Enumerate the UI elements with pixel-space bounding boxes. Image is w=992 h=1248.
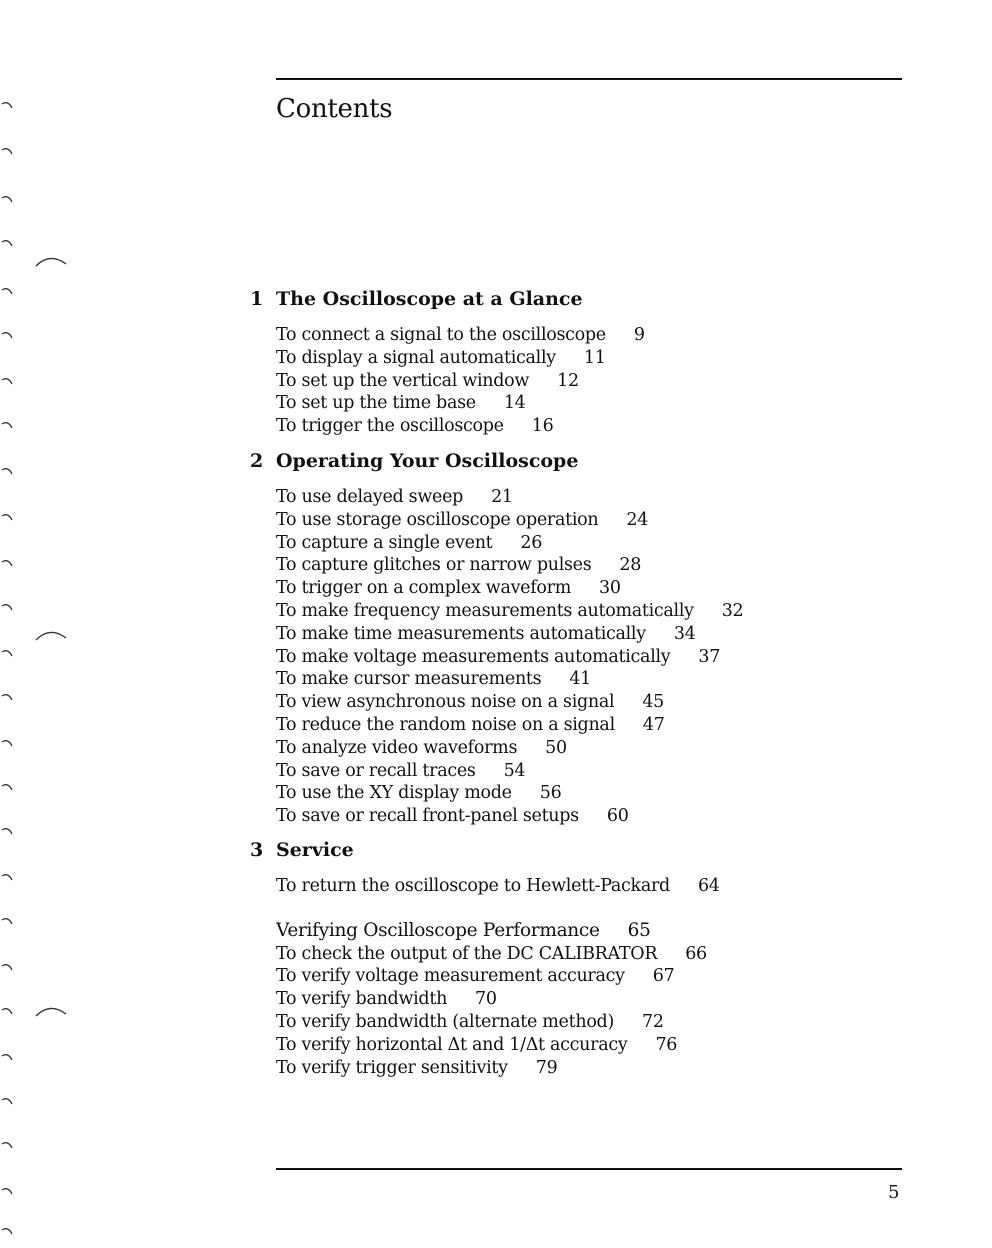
entry-page: 11 — [583, 347, 606, 368]
toc-entry[interactable] — [276, 600, 743, 623]
chapter-title: The Oscilloscope at a Glance — [276, 288, 583, 310]
entry-page: 66 — [685, 943, 707, 964]
entry-page: 64 — [697, 876, 720, 896]
toc-entry[interactable] — [276, 370, 645, 393]
entry-text: To use storage oscilloscope operation — [276, 509, 599, 530]
toc-entries — [276, 875, 720, 898]
entry-text: To capture a single event — [276, 532, 493, 553]
entry-text: To save or recall traces — [276, 760, 476, 781]
entry-page: 41 — [569, 669, 592, 690]
entry-page: 47 — [642, 714, 665, 735]
entry-text: To return the oscilloscope to Hewlett-Packard — [276, 876, 670, 896]
toc-entry[interactable] — [276, 988, 720, 1011]
entry-text: To set up the vertical window — [276, 370, 530, 391]
toc-entry[interactable] — [276, 532, 743, 555]
entry-page: 28 — [619, 555, 642, 576]
page-title: Contents — [276, 94, 393, 124]
entry-text: To set up the time base — [276, 393, 476, 414]
entry-page: 34 — [673, 623, 696, 644]
entry-text: To trigger on a complex waveform — [276, 578, 572, 599]
toc-entry[interactable] — [276, 760, 743, 783]
chapter-heading — [250, 450, 743, 476]
chapter-heading — [250, 288, 645, 314]
top-rule — [276, 78, 902, 80]
chapter-number: 1 — [250, 288, 264, 310]
toc-entry[interactable] — [276, 392, 645, 415]
page-number: 5 — [888, 1182, 900, 1203]
toc-entry[interactable] — [276, 875, 720, 898]
chapter-number: 3 — [250, 839, 264, 861]
entry-text: To make frequency measurements automatically — [276, 600, 694, 621]
entry-page: 70 — [475, 989, 497, 1010]
entry-page: 30 — [599, 578, 621, 599]
entry-page: 12 — [557, 370, 579, 391]
subsection-heading[interactable] — [276, 920, 720, 943]
entry-page: 79 — [535, 1057, 558, 1078]
entry-page: 16 — [531, 416, 554, 437]
toc-entry[interactable] — [276, 691, 743, 714]
entry-text: To make voltage measurements automatically — [276, 646, 671, 667]
entry-text: To make cursor measurements — [276, 669, 542, 690]
chapter-3 — [250, 839, 720, 1079]
entry-text: To verify horizontal Δt and 1/Δt accuracy — [276, 1034, 628, 1055]
chapter-title: Service — [276, 839, 354, 861]
entry-page: 54 — [503, 760, 526, 781]
toc-entry[interactable] — [276, 324, 645, 347]
toc-entry[interactable] — [276, 668, 743, 691]
toc-entry[interactable] — [276, 1057, 720, 1080]
bottom-rule — [276, 1168, 902, 1170]
toc-entry[interactable] — [276, 577, 743, 600]
entry-page: 32 — [721, 600, 744, 621]
toc-entry[interactable] — [276, 805, 743, 828]
entry-text: To make time measurements automatically — [276, 623, 646, 644]
entry-page: 50 — [545, 737, 567, 758]
toc-entry[interactable] — [276, 943, 720, 966]
entry-text: To connect a signal to the oscilloscope — [276, 325, 606, 345]
entry-text: To reduce the random noise on a signal — [276, 714, 615, 735]
subsection-title: Verifying Oscilloscope Performance — [276, 919, 600, 941]
toc-entry[interactable] — [276, 714, 743, 737]
entry-text: To use delayed sweep — [276, 487, 464, 507]
toc-entry[interactable] — [276, 415, 645, 438]
toc-entry[interactable] — [276, 1034, 720, 1057]
chapter-number: 2 — [250, 450, 264, 472]
entry-page: 26 — [520, 532, 543, 553]
toc-subsection — [276, 920, 720, 1080]
entry-text: To capture glitches or narrow pulses — [276, 555, 592, 576]
entry-page: 24 — [626, 509, 649, 530]
chapter-title: Operating Your Oscilloscope — [276, 450, 579, 472]
chapter-2 — [250, 450, 743, 828]
toc-entries — [276, 486, 743, 828]
toc-entry[interactable] — [276, 554, 743, 577]
chapter-heading — [250, 839, 720, 865]
entry-page: 67 — [652, 966, 675, 987]
entry-text: To use the XY display mode — [276, 783, 512, 804]
entry-page: 76 — [655, 1034, 678, 1055]
margin-marks — [0, 0, 80, 1248]
toc-entry[interactable] — [276, 509, 743, 532]
entry-text: To view asynchronous noise on a signal — [276, 692, 615, 713]
chapter-1 — [250, 288, 645, 438]
entry-text: To verify bandwidth (alternate method) — [276, 1011, 614, 1032]
entry-text: To save or recall front-panel setups — [276, 806, 579, 827]
toc-entry[interactable] — [276, 737, 743, 760]
toc-entry[interactable] — [276, 646, 743, 669]
toc-entries — [276, 324, 645, 438]
entry-text: To verify bandwidth — [276, 989, 448, 1010]
entry-page: 9 — [633, 325, 645, 345]
entry-page: 37 — [698, 646, 721, 667]
entry-page: 14 — [503, 393, 526, 414]
entry-text: To trigger the oscilloscope — [276, 416, 504, 437]
entry-text: To verify voltage measurement accuracy — [276, 966, 625, 987]
entry-text: To display a signal automatically — [276, 347, 556, 368]
toc-entry[interactable] — [276, 965, 720, 988]
entry-page: 45 — [642, 692, 664, 713]
toc-entry[interactable] — [276, 623, 743, 646]
entry-page: 72 — [642, 1011, 664, 1032]
toc-entry[interactable] — [276, 347, 645, 370]
entry-page: 56 — [539, 783, 562, 804]
toc-entry[interactable] — [276, 782, 743, 805]
toc-entry[interactable] — [276, 486, 743, 509]
entry-page: 21 — [491, 487, 513, 507]
entry-text: To check the output of the DC CALIBRATOR — [276, 943, 658, 964]
toc-entry[interactable] — [276, 1011, 720, 1034]
entry-text: To analyze video waveforms — [276, 737, 518, 758]
subsection-page: 65 — [627, 919, 651, 941]
entry-text: To verify trigger sensitivity — [276, 1057, 508, 1078]
entry-page: 60 — [606, 806, 629, 827]
